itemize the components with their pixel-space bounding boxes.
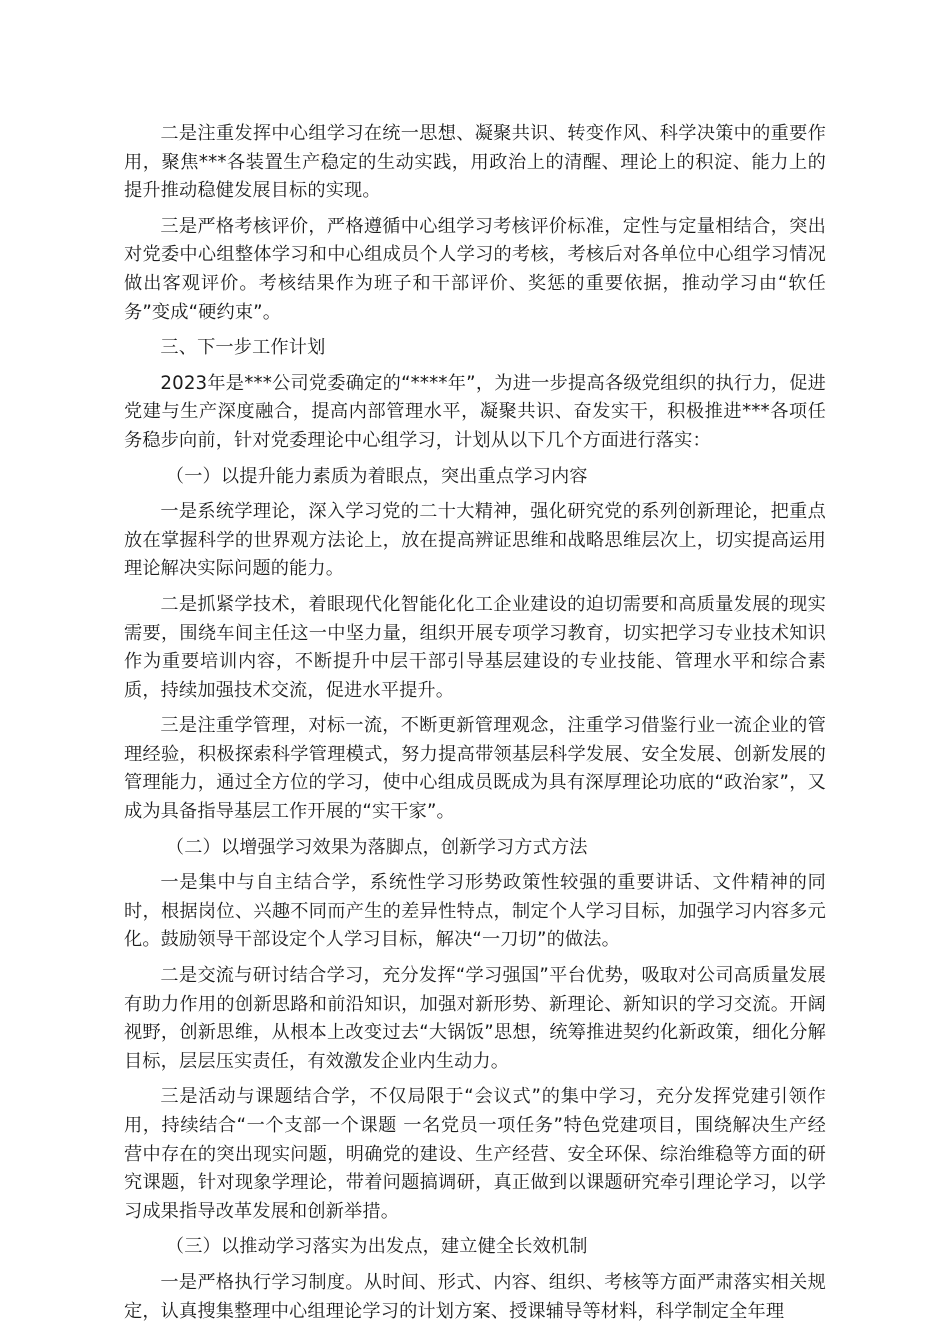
paragraph-study-theory: 一是系统学理论，深入学习党的二十大精神，强化研究党的系列创新理论，把重点放在掌握科学的世界观方法论上，放在提高辨证思维和战略思维层次上，切实提高运用理论解决实际问题的能力。 — [124, 501, 826, 580]
subheading-mechanism: （三）以推动学习落实为出发点，建立健全长效机制 — [165, 1236, 588, 1258]
paragraph-assessment: 三是严格考核评价，严格遵循中心组学习考核评价标准，定性与定量相结合，突出对党委中心组整体学习和中心组成员个人学习的考核，考核后对各单位中心组学习情况做出客观评价。考核结果作为班子和干部评价、奖惩的重要依据，推动学习由“软任务”变成“硬约束”。 — [124, 215, 826, 323]
paragraph-activity-topic: 三是活动与课题结合学，不仅局限于“会议式”的集中学习，充分发挥党建引领作用，持续结合“一个支部一个课题 一名党员一项任务”特色党建项目，围绕解决生产经营中存在的突出现实问题，明确党的建设、生产经营、安全环保、综治维稳等方面的研究课题，针对现象学理论，带着问题搞调研，真正做到以课题研究牵引理论学习，以学习成果指导改革发展和创新举措。 — [124, 1086, 826, 1222]
document-page — [124, 120, 826, 1333]
paragraph-study-management: 三是注重学管理，对标一流，不断更新管理观念，注重学习借鉴行业一流企业的管理经验，积极探索科学管理模式，努力提高带领基层科学发展、安全发展、创新发展的管理能力，通过全方位的学习，使中心组成员既成为具有深厚理论功底的“政治家”，又成为具备指导基层工作开展的“实干家”。 — [124, 715, 826, 823]
paragraph-centralized-independent: 一是集中与自主结合学，系统性学习形势政策性较强的重要讲话、文件精神的同时，根据岗位、兴趣不同而产生的差异性特点，制定个人学习目标，加强学习内容多元化。鼓励领导干部设定个人学习目标，解决“一刀切”的做法。 — [124, 872, 826, 951]
paragraph-plan-intro: 2023年是***公司党委确定的“****年”，为进一步提高各级党组织的执行力，促进党建与生产深度融合，提高内部管理水平，凝聚共识、奋发实干，积极推进***各项任务稳步向前，针对党委理论中心组学习，计划从以下几个方面进行落实： — [124, 372, 826, 451]
paragraph-exchange-discussion: 二是交流与研讨结合学习，充分发挥“学习强国”平台优势，吸取对公司高质量发展有助力作用的创新思路和前沿知识，加强对新形势、新理论、新知识的学习交流。开阔视野，创新思维，从根本上改变过去“大锅饭”思想，统筹推进契约化新政策，细化分解目标，层层压实责任，有效激发企业内生动力。 — [124, 965, 826, 1072]
paragraph-study-system: 一是严格执行学习制度。从时间、形式、内容、组织、考核等方面严肃落实相关规定，认真搜集整理中心组理论学习的计划方案、授课辅导等材料，科学制定全年理 — [124, 1271, 826, 1322]
subheading-effect: （二）以增强学习效果为落脚点，创新学习方式方法 — [165, 836, 588, 858]
paragraph-study-technology: 二是抓紧学技术，着眼现代化智能化化工企业建设的迫切需要和高质量发展的现实需要，围绕车间主任这一中坚力量，组织开展专项学习教育，切实把学习专业技术知识作为重要培训内容，不断提升中层干部引导基层建设的专业技能、管理水平和综合素质，持续加强技术交流，促进水平提升。 — [124, 593, 826, 701]
subheading-ability: （一）以提升能力素质为着眼点，突出重点学习内容 — [165, 465, 588, 487]
section-heading-next-plan: 三、下一步工作计划 — [160, 337, 326, 359]
paragraph-emphasis-role: 二是注重发挥中心组学习在统一思想、凝聚共识、转变作风、科学决策中的重要作用，聚焦***各装置生产稳定的生动实践，用政治上的清醒、理论上的积淀、能力上的提升推动稳健发展目标的实现。 — [124, 123, 826, 202]
